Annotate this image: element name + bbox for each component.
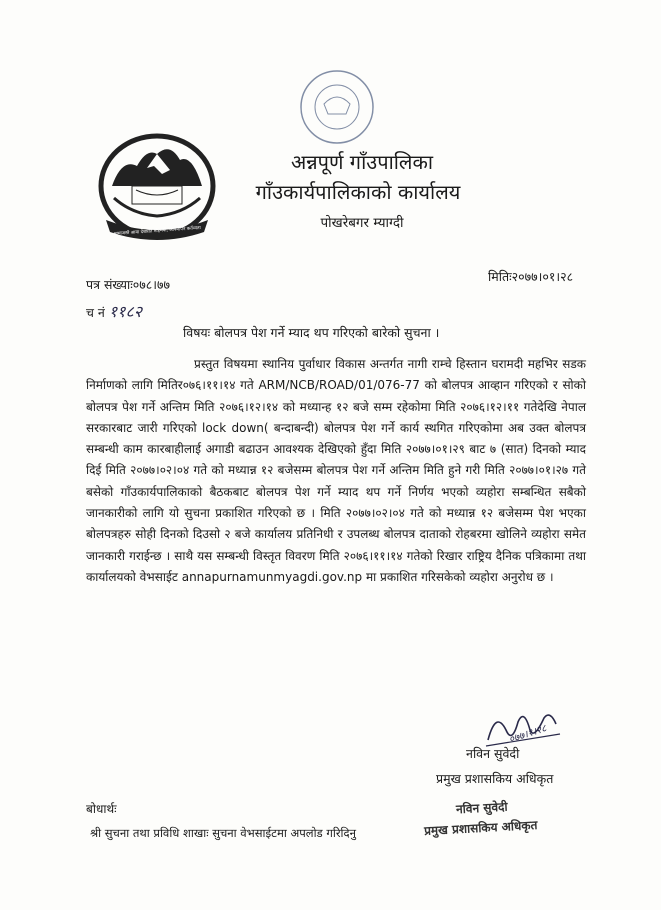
signatory-title: प्रमुख प्रशासकिय अधिकृत <box>436 771 554 786</box>
signatory-name: नविन सुवेदी <box>466 746 520 761</box>
subject-line: विषयः बोलपत्र पेश गर्ने म्याद थप गरिएको बारेको सुचना । <box>183 325 440 340</box>
dispatch-label: च नं <box>86 305 105 320</box>
office-name: गाँउकार्यपालिकाको कार्यालय <box>255 180 461 204</box>
name-stamp: नविन सुवेदी <box>455 799 508 817</box>
dispatch-handwritten-number: ११८२ <box>108 302 143 321</box>
letter-date: मितिः२०७७।०१।२८ <box>488 269 574 284</box>
cc-label: बोधार्थः <box>86 802 117 816</box>
title-stamp: प्रमुख प्रशासकिय अधिकृत <box>423 818 538 838</box>
office-address: पोखरेबगर म्याग्दी <box>320 215 404 231</box>
reference-number: पत्र संख्याः०७८।७७ <box>86 277 170 292</box>
cc-recipient: श्री सुचना तथा प्रविधि शाखाः सुचना वेभसाईटमा अपलोड गरिदिनु <box>90 826 356 840</box>
office-stamp <box>296 66 378 148</box>
notice-body: प्रस्तुत विषयमा स्थानिय पुर्वाधार विकास अन्तर्गत नागी राम्चे हिस्तान घरामदी महभिर सडक निर्माणको लागि मितिर०७६।११।१४ गते ARM/NCB/ROAD/01/076-77 को बोलपत्र आव्हान गरिएको र सोको बोलपत्र पेश गर्ने अन्तिम मिति २०७६।१२।१४ को मध्यान्ह १२ बजे सम्म रहेकोमा मिति २०७६।१२।११ गतेदेखि नेपाल सरकारबाट जारी गरिएको lock down( बन्दाबन्दी) बोलपत्र पेश गर्ने कार्य स्थगित गरिएकोमा अब उक्त बोलपत्र सम्बन्धी काम कारबाहीलाई अगाडी बढाउन आवश्यक देखिएको हुँदा मिति २०७७।०१।२९ बाट ७ (सात) दिनको म्याद दिई मिति २०७७।०२।०४ गते को मध्यान्न १२ बजेसम्म बोलपत्र पेश गर्ने अन्तिम मिति हुने गरी मिति २०७७।०१।२७ गते बसेको गाँउकार्यपालिकाको बैठकबाट बोलपत्र पेश गर्ने म्याद थप गर्ने निर्णय भएको व्यहोरा सम्बन्धित सबैको जानकारीको लागि यो सुचना प्रकाशित गरिएको छ । मिति २०७७।०२।०४ गते को मध्यान्न १२ बजेसम्म पेश भएका बोलपत्रहरु सोही दिनको दिउसो २ बजे कार्यालय प्रतिनिधी र उपलब्ध बोलपत्र दाताको रोहबरमा खोलिने व्यहोरा समेत जानकारी गराईन्छ । साथै यस सम्बन्धी विस्तृत विवरण मिति २०७६।११।१४ गतेको रिखार राष्ट्रिय दैनिक पत्रिकामा तथा कार्यालयको वेभसाईट annapurnamunmyagdi.gov.np मा प्रकाशित गरिसकेको व्यहोरा अनुरोध छ । <box>86 357 586 584</box>
municipality-name: अन्नपूर्ण गाँउपालिका <box>290 150 434 174</box>
emblem-ribbon-text: आमाजस्तै आमा देशप्रति मोहमयी, आफ्नोपन कर्तव्यता <box>113 225 201 238</box>
dispatch-number <box>86 300 142 322</box>
signature-date: ०७७।१।२८ <box>507 723 548 746</box>
